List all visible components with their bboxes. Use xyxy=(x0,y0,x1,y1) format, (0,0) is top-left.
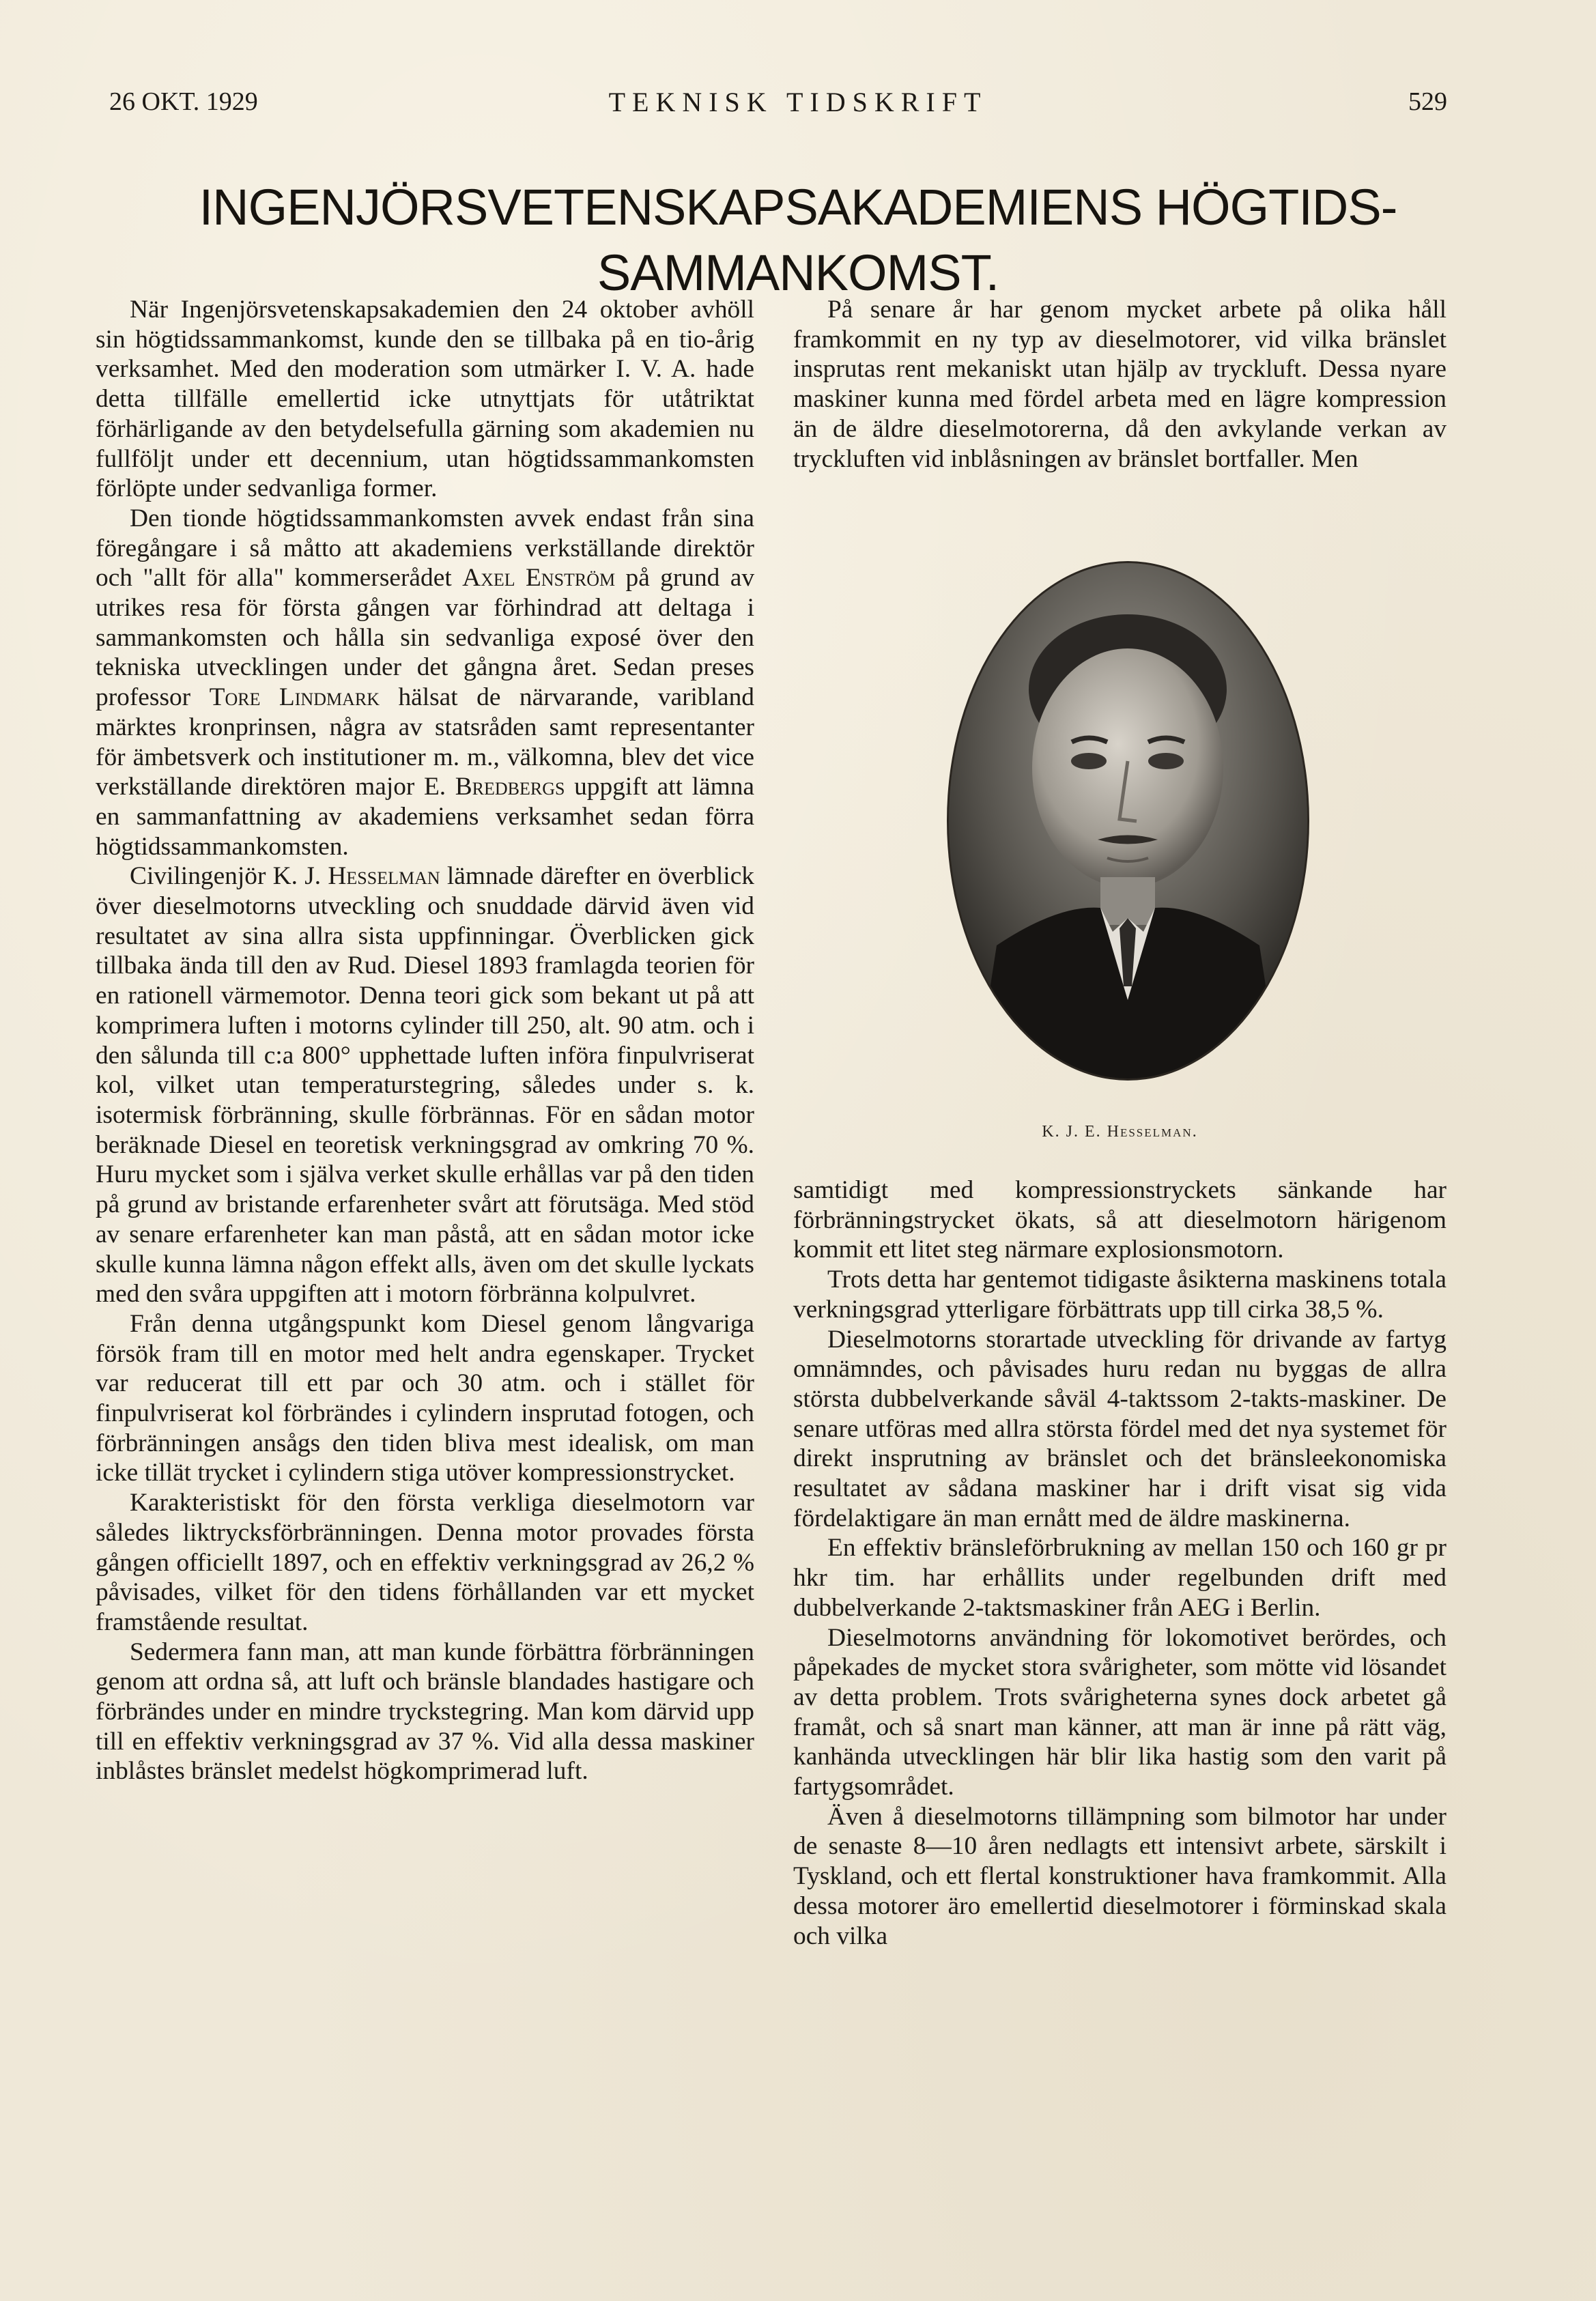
title-line-2: SAMMANKOMST. xyxy=(597,244,999,301)
person-name: Axel Enström xyxy=(462,564,616,592)
portrait-illustration xyxy=(949,563,1307,1078)
paragraph: En effektiv bränsleförbrukning av mellan 150 och 160 gr pr hkr tim. har erhållits under regelbunden drift med dubbelverkande 2-taktsmaskiner från AEG i Berlin. xyxy=(793,1534,1447,1622)
right-column-top xyxy=(793,295,1447,474)
paragraph: När Ingenjörsvetenskapsakademien den 24 oktober avhöll sin högtidssammankomst, kunde den se tillbaka på en tio-årig verksamhet. Med den moderation som utmärker I. V. A. hade detta tillfälle emellertid icke utnyttjats för utåtriktat förhärligande av den betydelsefulla gärning som akademien nu fullföljt under ett decennium, utan högtidssammankomsten förlöpte under sedvanliga former. xyxy=(96,296,754,503)
page-number: 529 xyxy=(1408,87,1447,116)
paragraph: Sedermera fann man, att man kunde förbättra förbränningen genom att ordna så, att luft och bränsle blandades hastigare och förbrändes under en mindre tryckstegring. Man kom därvid upp till en effektiv verkningsgrad av 37 %. Vid alla dessa maskiner inblåstes bränslet medelst högkomprimerad luft. xyxy=(96,1638,754,1786)
left-column xyxy=(96,295,754,1786)
portrait-photo xyxy=(947,561,1309,1081)
portrait-caption: K. J. E. Hesselman. xyxy=(1042,1123,1198,1141)
paragraph: samtidigt med kompressionstryckets sänkande har förbränningstrycket ökats, så att dieselmotorn härigenom kommit ett litet steg närmare explosionsmotorn. xyxy=(793,1176,1447,1264)
paragraph: Dieselmotorns användning för lokomotivet berördes, och påpekades de mycket stora svårigheter, som mötte vid lösandet av detta problem. Trots svårigheterna synes dock arbetet gå framåt, och så snart man känner, att man är inne på rätt väg, kanhända utvecklingen här blir lika hastig som den varit på fartygsområdet. xyxy=(793,1623,1447,1801)
journal-name: TEKNISK TIDSKRIFT xyxy=(608,87,988,117)
paragraph: Trots detta har gentemot tidigaste åsikterna maskinens totala verkningsgrad ytterligare förbättrats upp till cirka 38,5 %. xyxy=(793,1266,1447,1324)
article-title xyxy=(0,175,1596,306)
title-line-1: INGENJÖRSVETENSKAPSAKADEMIENS HÖGTIDS- xyxy=(199,179,1397,235)
paragraph: Från denna utgångspunkt kom Diesel genom långvariga försök fram till en motor med helt andra egenskaper. Trycket var reducerat till ett par och 30 atm. och i stället för finpulvriserat kol förbrändes i cylindern insprutad fotogen, och förbränningen ansågs den tiden bliva mest idealisk, om man icke tillät trycket i cylindern stiga utöver kompressionstrycket. xyxy=(96,1309,754,1487)
issue-date: 26 OKT. 1929 xyxy=(109,87,258,116)
paragraph: Dieselmotorns storartade utveckling för drivande av fartyg omnämndes, och påvisades huru redan nu byggas de allra största dubbelverkande såväl 4-taktssom 2-takts-maskiner. De senare utföras med allra största fördel med det nya systemet för direkt insprutning av bränslet och det bränsleekonomiska resultatet av sådana maskiner har i drift visat sig vida fördelaktigare än man ernått med de äldre maskinerna. xyxy=(793,1325,1447,1532)
person-name: Bredbergs xyxy=(455,773,565,801)
person-name: Hesselman xyxy=(328,862,440,891)
paragraph: Även å dieselmotorns tillämpning som bilmotor har under de senaste 8—10 åren nedlagts ett intensivt arbete, särskilt i Tyskland, och ett flertal konstruktioner hava framkommit. Alla dessa motorer äro emellertid dieselmotorer i förminskad skala och vilka xyxy=(793,1802,1447,1950)
paragraph: På senare år har genom mycket arbete på olika håll framkommit en ny typ av dieselmotorer, vid vilka bränslet insprutas rent mekaniskt utan hjälp av tryckluft. Dessa nyare maskiner kunna med fördel arbeta med en lägre kompression än de äldre dieselmotorerna, då den avkylande verkan av tryckluften vid inblåsningen av bränslet bortfaller. Men xyxy=(793,296,1447,473)
person-name: Tore Lindmark xyxy=(209,683,380,712)
paragraph: Karakteristiskt för den första verkliga dieselmotorn var således liktrycksförbränningen. Denna motor provades första gången officiellt 1897, och en effektiv verkningsgrad av 26,2 % påvisades, vilket för den tidens förhållanden var ett mycket framstående resultat. xyxy=(96,1489,754,1636)
paragraph: Den tionde högtidssammankomsten avvek endast från sina föregångare i så måtto att akademiens verkställande direktör och "allt för alla" kommerserådet Axel Enström på grund av utrikes resa för första gången var förhindrad att deltaga i sammankomsten och hålla sin sedvanliga exposé över den tekniska utvecklingen under det gångna året. Sedan preses professor Tore Lindmark hälsat de närvarande, varibland märktes kronprinsen, några av statsråden samt representanter för ämbetsverk och institutioner m. m., välkomna, blev det vice verkställande direktören major E. Bredbergs uppgift att lämna en sammanfattning av akademiens verksamhet sedan förra högtidssammankomsten. xyxy=(96,504,755,861)
paragraph: Civilingenjör K. J. Hesselman lämnade därefter en överblick över dieselmotorns utveckling och snuddade därvid även vid resultatet av sina allra sista uppfinningar. Överblicken gick tillbaka ända till den av Rud. Diesel 1893 framlagda teorien för en rationell värmemotor. Denna teori gick som bekant ut på att komprimera luften i motorns cylinder till 250, alt. 90 atm. och i den sålunda till c:a 800° upphettade luften införa finpulvriserat kol, vilket utan temperaturstegring, således under s. k. isotermisk förbränning, skulle förbrännas. För en sådan motor beräknade Diesel en teoretisk verkningsgrad av omkring 70 %. Huru mycket som i själva verket skulle erhållas var på den tiden på grund av bristande erfarenheter svårt att förutsäga. Med stöd av senare erfarenheter kan man påstå, att en sådan motor icke skulle kunna lämna någon effekt alls, även om det skulle lyckats med den svåra uppgiften att i motorn förbränna kolpulvret. xyxy=(96,862,754,1309)
right-column-bottom xyxy=(793,1175,1447,1951)
